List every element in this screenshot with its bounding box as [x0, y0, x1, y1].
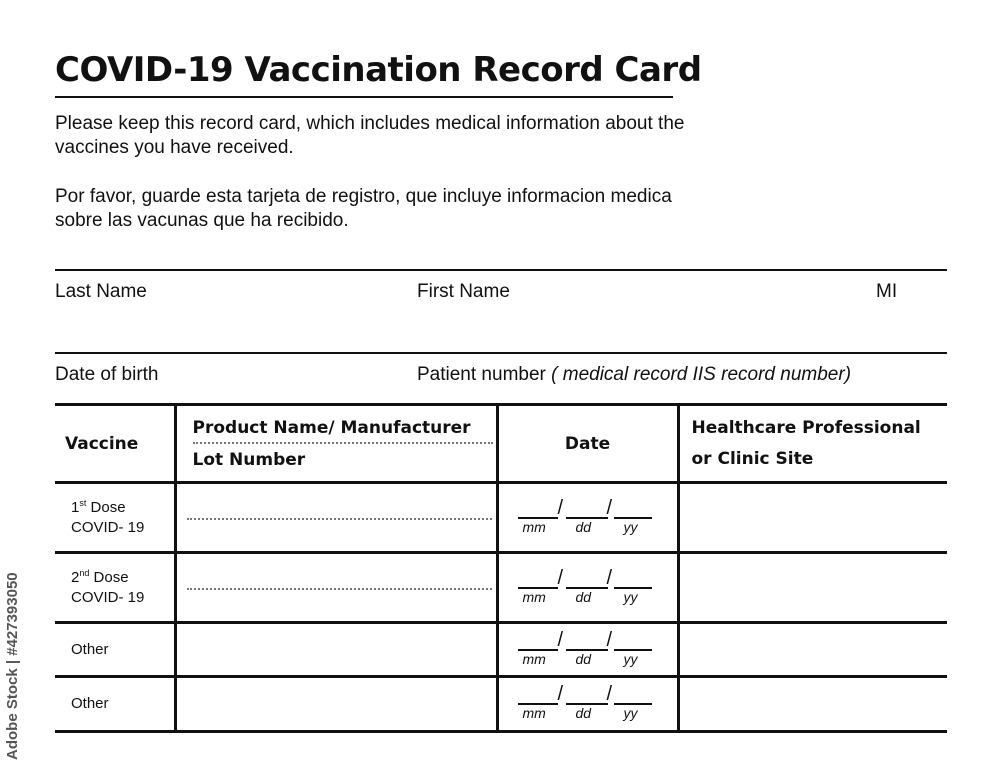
name-rule — [55, 269, 947, 271]
dose2-date-field[interactable]: / / mm dd yy — [497, 553, 678, 623]
dose2-ordinal-sup: nd — [79, 567, 90, 578]
dose1-ordinal-sup: st — [79, 497, 87, 508]
mm-label: mm — [522, 518, 546, 535]
dob-label: Date of birth — [55, 364, 159, 385]
dob-rule — [55, 352, 947, 354]
dose2-vaccine: COVID- 19 — [71, 588, 145, 606]
first-name-label: First Name — [417, 281, 510, 302]
vaccination-table — [55, 403, 947, 733]
table-row — [55, 677, 947, 732]
dose2-product-field[interactable] — [175, 553, 497, 623]
dotted-line — [187, 518, 492, 520]
dd-label: dd — [575, 650, 592, 667]
stock-watermark: Adobe Stock | #427393050 — [4, 572, 21, 760]
dd-label: dd — [575, 705, 592, 721]
header-healthcare-line2: or Clinic Site — [691, 448, 814, 469]
patient-number-label — [417, 364, 851, 386]
dose2-ordinal: 2 — [71, 568, 80, 586]
intro-spanish: Por favor, guarde esta tarjeta de registro, que incluye informacion medica sobre las vacunas que ha recibido. — [55, 186, 672, 231]
other1-date-field[interactable]: / / mm dd yy — [497, 623, 678, 677]
dose2-site-field[interactable] — [678, 553, 947, 623]
yy-label: yy — [623, 518, 638, 535]
table-row — [55, 623, 947, 677]
dose2-dose: Dose — [89, 568, 129, 586]
header-product-name: Product Name/ Manufacturer — [192, 417, 471, 438]
yy-label: yy — [623, 705, 638, 721]
other2-site-field[interactable] — [678, 677, 947, 732]
other2-product-field[interactable] — [175, 677, 497, 732]
patient-number-text: Patient number — [417, 364, 546, 385]
header-healthcare-line1: Healthcare Professional — [691, 417, 921, 438]
title-underline — [55, 96, 673, 98]
dd-label: dd — [575, 588, 592, 605]
header-lot-number: Lot Number — [192, 449, 306, 470]
patient-number-note: ( medical record IIS record number) — [551, 364, 852, 385]
other1-product-field[interactable] — [175, 623, 497, 677]
header-product — [175, 405, 497, 483]
mm-label: mm — [522, 588, 546, 605]
dose1-date-field[interactable]: / / mm dd yy — [497, 483, 678, 553]
dose1-site-field[interactable] — [678, 483, 947, 553]
dose2-label — [55, 553, 175, 623]
intro-english: Please keep this record card, which includes medical information about the vaccines you have received. — [55, 113, 685, 158]
mm-label: mm — [522, 650, 546, 667]
dotted-line — [187, 588, 492, 590]
other1-label: Other — [55, 623, 175, 677]
yy-label: yy — [623, 650, 638, 667]
header-vaccine: Vaccine — [55, 405, 175, 483]
other1-site-field[interactable] — [678, 623, 947, 677]
dose1-label — [55, 483, 175, 553]
table-row — [55, 553, 947, 623]
card-title: COVID-19 Vaccination Record Card — [55, 50, 702, 90]
mi-label: MI — [876, 281, 898, 302]
other2-label: Other — [55, 677, 175, 732]
mm-label: mm — [522, 705, 546, 721]
dose1-vaccine: COVID- 19 — [71, 518, 145, 536]
other2-date-field[interactable]: / / mm dd yy — [497, 677, 678, 732]
yy-label: yy — [623, 588, 638, 605]
table-header-row — [55, 405, 947, 483]
dose1-ordinal: 1 — [71, 498, 80, 516]
dose1-product-field[interactable] — [175, 483, 497, 553]
dose1-dose: Dose — [86, 498, 126, 516]
dd-label: dd — [575, 518, 592, 535]
last-name-label: Last Name — [55, 281, 147, 302]
header-healthcare — [678, 405, 947, 483]
table-row — [55, 483, 947, 553]
header-date: Date — [497, 405, 678, 483]
